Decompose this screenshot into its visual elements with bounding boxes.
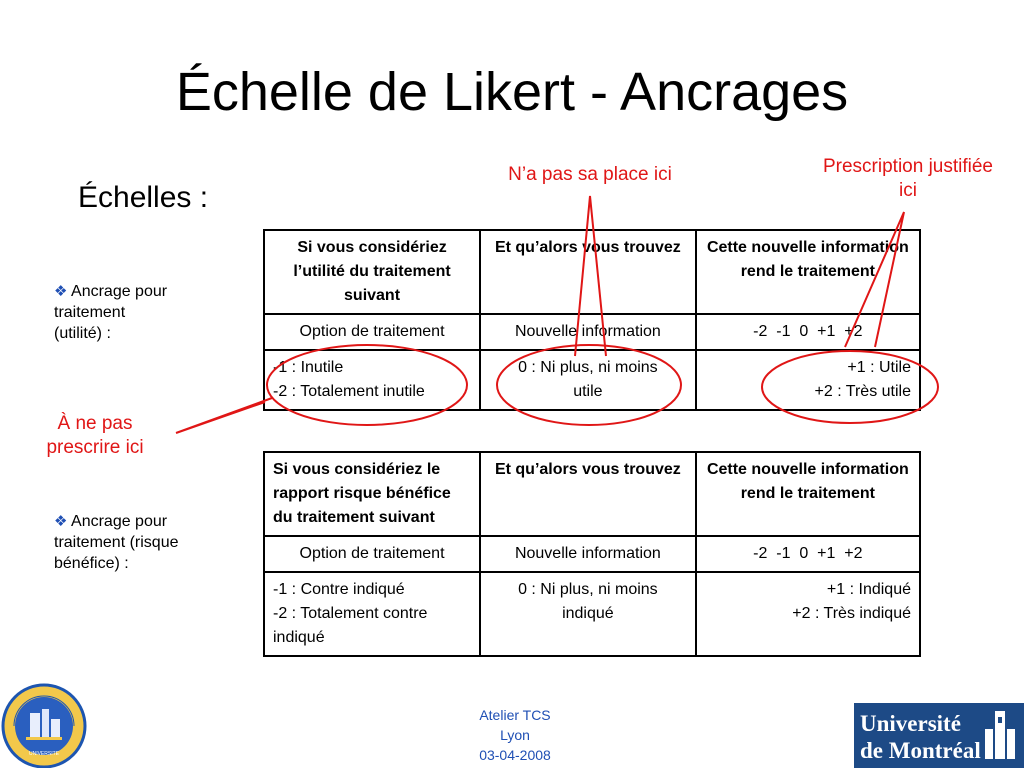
anchor-line: indiqué xyxy=(562,605,614,622)
table-row xyxy=(264,314,920,350)
side-label-line: (utilité) : xyxy=(54,325,111,342)
side-label-line: bénéfice) : xyxy=(54,555,129,572)
table-cell: Nouvelle information xyxy=(480,314,696,350)
side-label-line: Ancrage pour xyxy=(71,283,168,300)
svg-text:UNIVERSITE: UNIVERSITE xyxy=(28,751,60,757)
annotation-line: ici xyxy=(899,180,917,201)
anchor-line: 0 : Ni plus, ni moins xyxy=(518,359,658,376)
anchor-line: 0 : Ni plus, ni moins xyxy=(518,581,658,598)
annotation-right xyxy=(790,155,1024,203)
anchor-neutral xyxy=(480,572,696,656)
anchor-line: -2 : Totalement contre xyxy=(273,605,428,622)
likert-table-utility xyxy=(263,229,921,411)
table-row xyxy=(264,536,920,572)
anchor-line: +2 : Très utile xyxy=(814,383,911,400)
anchor-line: +1 : Indiqué xyxy=(826,581,911,598)
side-label-utility xyxy=(54,281,214,344)
anchor-line: -1 : Contre indiqué xyxy=(273,581,405,598)
side-label-risk-benefit xyxy=(54,511,214,574)
anchor-line: +2 : Très indiqué xyxy=(792,605,911,622)
scale-values: -2 -1 0 +1 +2 xyxy=(696,314,920,350)
faculte-de-medecine-seal-icon xyxy=(0,683,88,768)
table-cell: Option de traitement xyxy=(264,536,480,572)
annotation-line: Prescription justifiée xyxy=(822,156,994,177)
anchor-line: +1 : Utile xyxy=(847,359,911,376)
annotation-left xyxy=(20,412,170,460)
side-label-line: Ancrage pour xyxy=(71,513,168,530)
footer-line: Atelier TCS xyxy=(479,707,551,723)
table-header-cell: Cette nouvelle information rend le traitement xyxy=(696,230,920,314)
anchor-line: utile xyxy=(573,383,603,400)
anchor-line: -2 : Totalement inutile xyxy=(273,383,425,400)
anchor-neutral xyxy=(480,350,696,410)
annotation-middle: N’a pas sa place ici xyxy=(508,164,672,185)
logo-line: de Montréal xyxy=(860,738,981,763)
anchor-line: -1 : Inutile xyxy=(273,359,344,376)
scale-values: -2 -1 0 +1 +2 xyxy=(696,536,920,572)
table-cell: Option de traitement xyxy=(264,314,480,350)
anchor-negative xyxy=(264,572,480,656)
annotation-line: prescrire ici xyxy=(46,437,144,458)
diamond-bullet-icon: ❖ xyxy=(54,513,68,530)
slide-subtitle: Échelles : xyxy=(78,181,209,214)
table-header-cell: Si vous considériez l’utilité du traitement suivant xyxy=(264,230,480,314)
annotation-line: À ne pas xyxy=(57,413,133,434)
universite-de-montreal-logo xyxy=(854,703,1024,768)
footer xyxy=(440,705,590,765)
footer-line: 03-04-2008 xyxy=(479,747,551,763)
table-header-cell: Et qu’alors vous trouvez xyxy=(480,452,696,536)
table-header-row xyxy=(264,452,920,536)
footer-line: Lyon xyxy=(500,727,530,743)
table-header-cell: Si vous considériez le rapport risque bénéfice du traitement suivant xyxy=(264,452,480,536)
table-header-row xyxy=(264,230,920,314)
logo-line: Université xyxy=(860,711,961,736)
table-header-cell: Et qu’alors vous trouvez xyxy=(480,230,696,314)
side-label-line: traitement (risque xyxy=(54,534,179,551)
table-cell: Nouvelle information xyxy=(480,536,696,572)
side-label-line: traitement xyxy=(54,304,126,321)
table-row xyxy=(264,350,920,410)
table-row xyxy=(264,572,920,656)
slide-title: Échelle de Likert - Ancrages xyxy=(175,62,849,122)
anchor-positive xyxy=(696,350,920,410)
likert-table-risk-benefit xyxy=(263,451,921,657)
pointer-left xyxy=(176,398,272,433)
table-header-cell: Cette nouvelle information rend le traitement xyxy=(696,452,920,536)
tower-icon xyxy=(980,707,1020,763)
anchor-positive xyxy=(696,572,920,656)
diamond-bullet-icon: ❖ xyxy=(54,283,68,300)
anchor-line: indiqué xyxy=(273,629,325,646)
anchor-negative xyxy=(264,350,480,410)
